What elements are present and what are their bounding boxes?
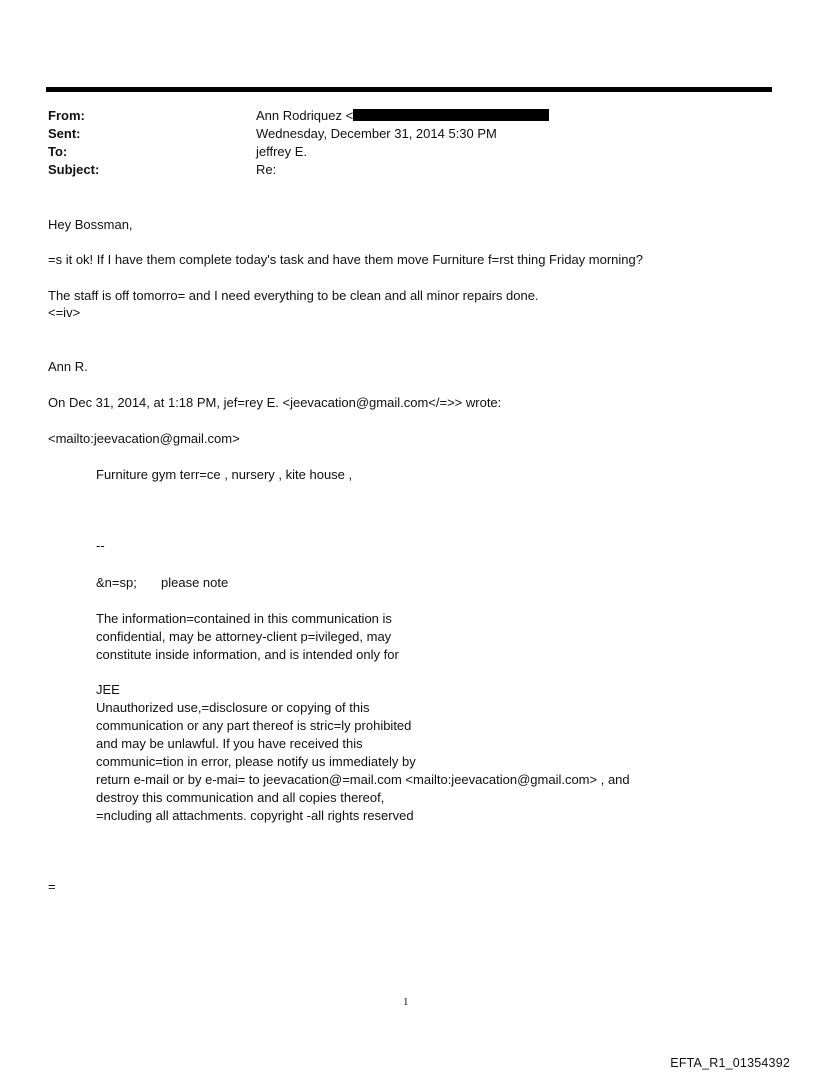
info-line: confidential, may be attorney-client p=ivileged, may [96,629,392,644]
jee-label: JEE [96,682,120,697]
quoted-separator: -- [96,538,105,553]
disclaimer-line: communication or any part thereof is stric=ly prohibited [96,718,412,733]
disclaimer-line: communic=tion in error, please notify us immediately by [96,754,416,769]
quoted-text: Furniture gym terr=ce , nursery , kite house , [96,467,353,482]
top-rule [46,87,772,92]
trailing-equals: = [48,879,56,894]
redaction-bar [353,109,549,121]
disclaimer-line: =ncluding all attachments. copyright -all rights reserved [96,808,414,823]
subject-label: Subject: [48,162,100,177]
from-name: Ann Rodriquez < [256,108,354,123]
signature: Ann R. [48,359,88,374]
from-label: From: [48,108,85,123]
disclaimer-line: destroy this communication and all copies thereof, [96,790,385,805]
quote-intro: On Dec 31, 2014, at 1:18 PM, jef=rey E. <jeevacation@gmail.com</=>> wrote: [48,395,502,410]
disclaimer-line: Unauthorized use,=disclosure or copying of this [96,700,370,715]
subject-value: Re: [256,162,277,177]
disclaimer-line: return e-mail or by e-mai= to jeevacation@=mail.com <mailto:jeevacation@gmail.com> , and [96,772,630,787]
document-id: EFTA_R1_01354392 [670,1056,790,1070]
nbsp-artifact: &n=sp; [96,575,137,590]
sent-label: Sent: [48,126,81,141]
from-value [256,107,549,125]
sent-value: Wednesday, December 31, 2014 5:30 PM [256,126,497,141]
page-number: 1 [403,996,409,1008]
info-line: constitute inside information, and is intended only for [96,647,399,662]
body-line-2: The staff is off tomorro= and I need everything to be clean and all minor repairs done. [48,288,539,303]
disclaimer-line: and may be unlawful. If you have received this [96,736,363,751]
please-note: please note [161,575,229,590]
body-line-1: =s it ok! If I have them complete today's task and have them move Furniture f=rst thing Friday morning? [48,252,643,267]
to-value: jeffrey E. [256,144,308,159]
to-label: To: [48,144,68,159]
greeting: Hey Bossman, [48,217,133,232]
mailto-line: <mailto:jeevacation@gmail.com> [48,431,240,446]
body-line-3: <=iv> [48,305,81,320]
info-line: The information=contained in this communication is [96,611,392,626]
